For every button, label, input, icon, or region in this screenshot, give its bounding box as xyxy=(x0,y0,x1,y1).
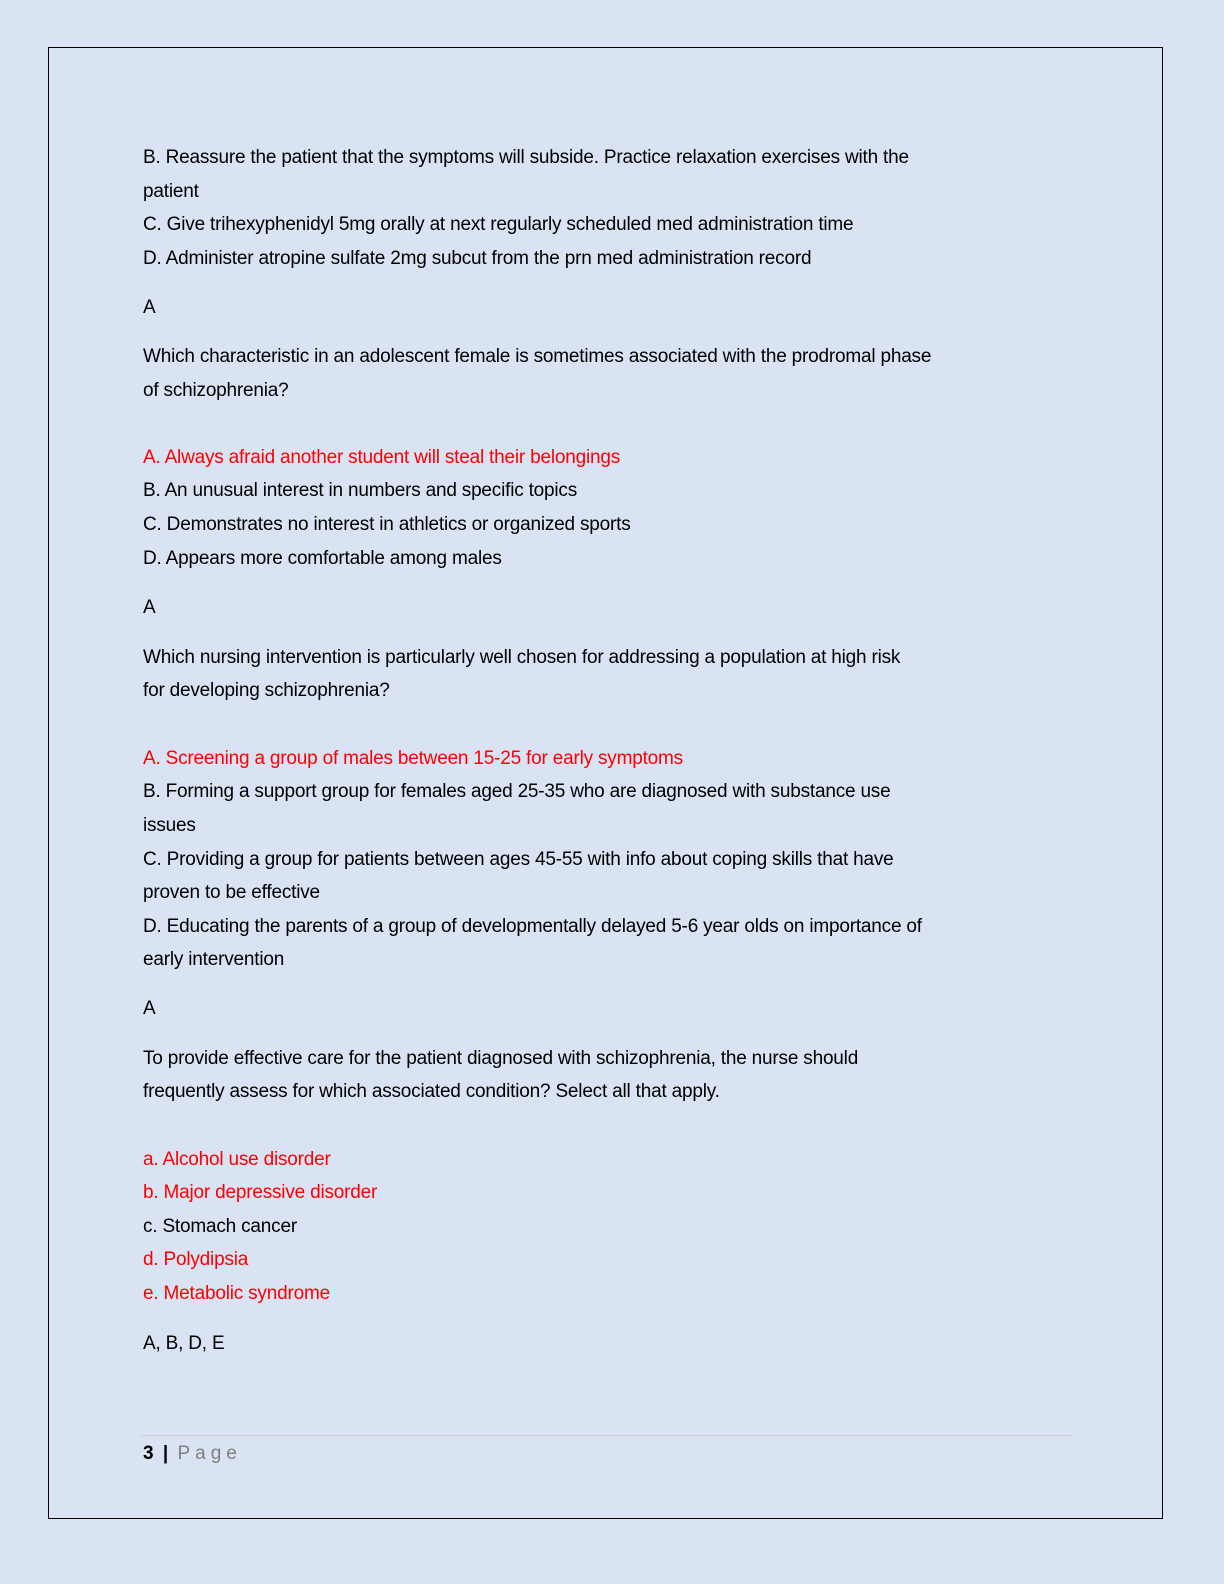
option-line: B. Reassure the patient that the symptoms will subside. Practice relaxation exercises with the xyxy=(143,147,909,168)
option-line: patient xyxy=(143,181,199,202)
correct-option: A. Screening a group of males between 15-25 for early symptoms xyxy=(143,748,683,769)
option-line: C. Demonstrates no interest in athletics or organized sports xyxy=(143,514,631,535)
answer: A, B, D, E xyxy=(143,1333,225,1354)
correct-option: d. Polydipsia xyxy=(143,1249,249,1270)
correct-option: b. Major depressive disorder xyxy=(143,1182,378,1203)
option-line: C. Give trihexyphenidyl 5mg orally at next regularly scheduled med administration time xyxy=(143,214,854,235)
option-line: B. An unusual interest in numbers and specific topics xyxy=(143,480,578,501)
answer: A xyxy=(143,297,156,318)
option-line: C. Providing a group for patients between ages 45-55 with info about coping skills that have xyxy=(143,849,894,870)
question-text: Which nursing intervention is particularly well chosen for addressing a population at high risk xyxy=(143,647,901,668)
question-text: frequently assess for which associated condition? Select all that apply. xyxy=(143,1081,720,1102)
footer-separator: | xyxy=(162,1443,169,1464)
correct-option: A. Always afraid another student will steal their belongings xyxy=(143,447,620,468)
page-number: 3 xyxy=(143,1443,154,1464)
question-text: To provide effective care for the patient diagnosed with schizophrenia, the nurse should xyxy=(143,1048,859,1069)
answer: A xyxy=(143,597,156,618)
correct-option: a. Alcohol use disorder xyxy=(143,1149,331,1170)
option-line: B. Forming a support group for females aged 25-35 who are diagnosed with substance use xyxy=(143,781,891,802)
option-line: c. Stomach cancer xyxy=(143,1216,297,1237)
page-label: Page xyxy=(177,1443,242,1464)
question-text: Which characteristic in an adolescent female is sometimes associated with the prodromal phase xyxy=(143,346,932,367)
question-text: of schizophrenia? xyxy=(143,380,289,401)
option-line: D. Administer atropine sulfate 2mg subcut from the prn med administration record xyxy=(143,248,812,269)
answer: A xyxy=(143,998,156,1019)
option-line: proven to be effective xyxy=(143,882,320,903)
question-text: for developing schizophrenia? xyxy=(143,680,390,701)
page-footer xyxy=(143,1442,242,1466)
option-line: early intervention xyxy=(143,949,285,970)
option-line: issues xyxy=(143,815,196,836)
option-line: D. Educating the parents of a group of developmentally delayed 5-6 year olds on importance of xyxy=(143,916,922,937)
correct-option: e. Metabolic syndrome xyxy=(143,1283,330,1304)
option-line: D. Appears more comfortable among males xyxy=(143,548,502,569)
footer-divider xyxy=(141,1435,1073,1436)
